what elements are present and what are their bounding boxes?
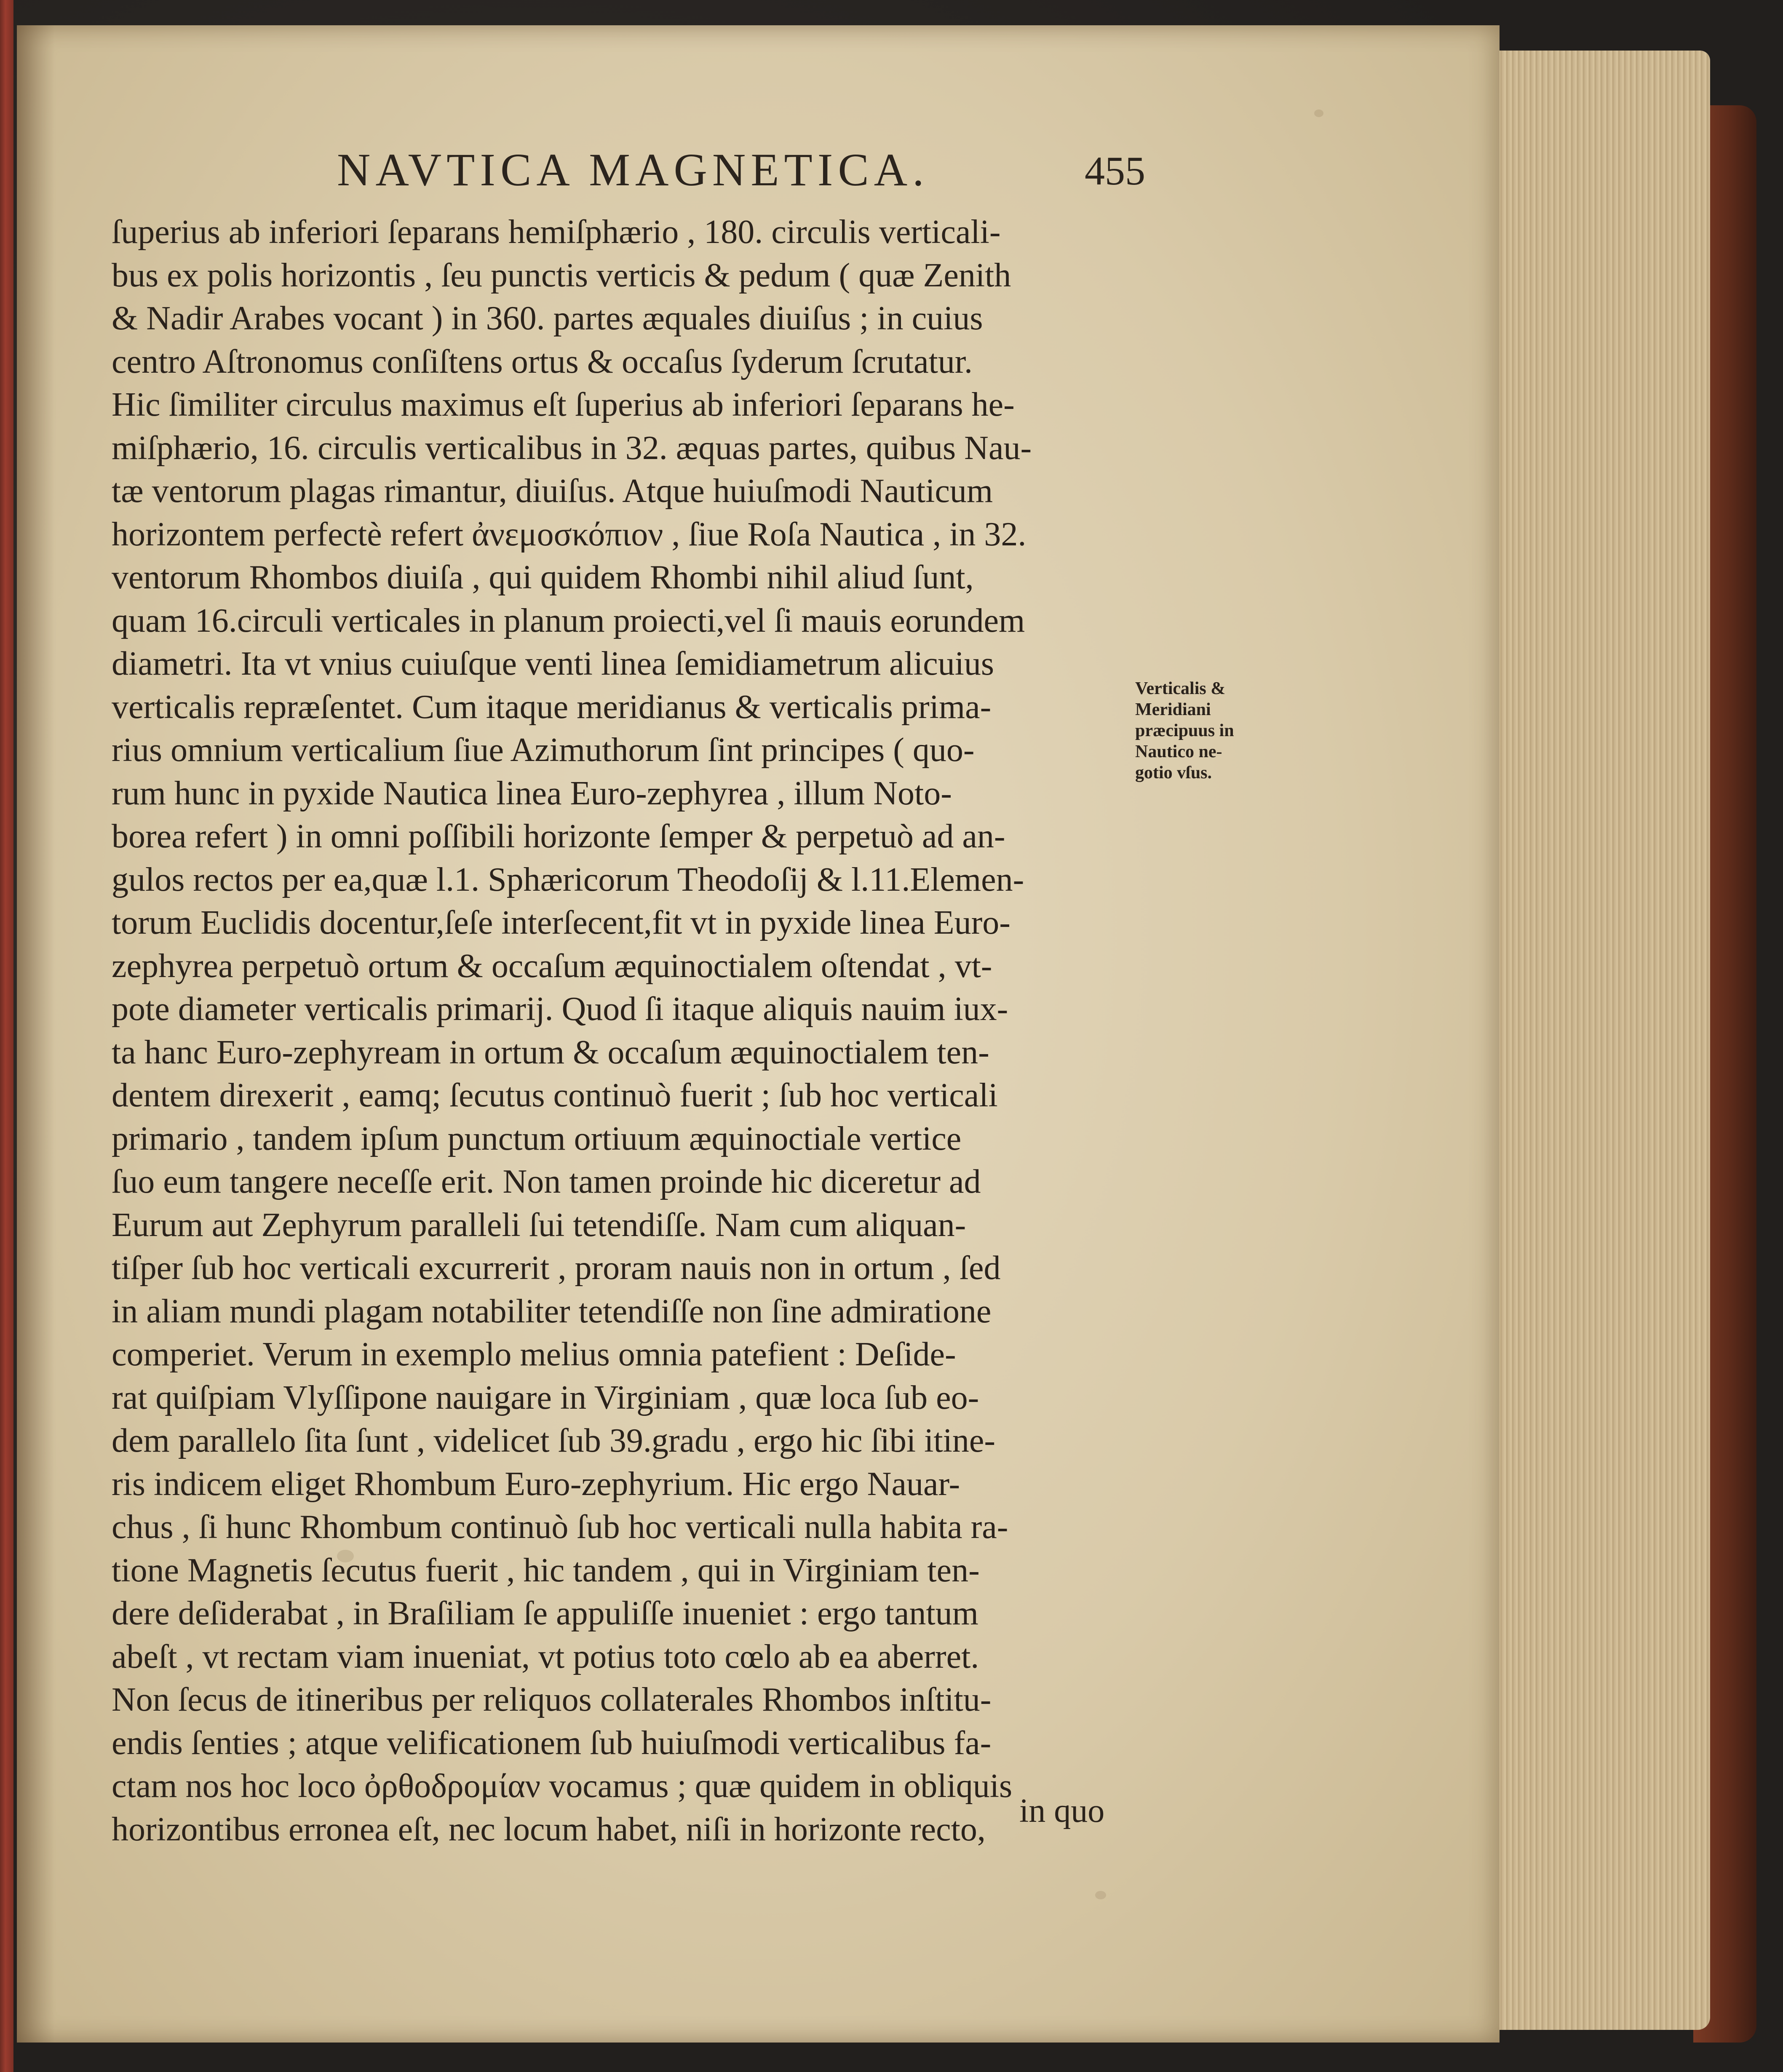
text-line: verticalis repræſentet. Cum itaque meridianus & verticalis prima- [112, 688, 992, 726]
text-line: dere deſiderabat , in Braſiliam ſe appuliſſe inueniet : ergo tantum [112, 1595, 978, 1632]
body-text [112, 211, 1165, 1851]
text-line: horizontibus erronea eſt, nec locum habet, niſi in horizonte recto, [112, 1810, 986, 1848]
text-line: dentem direxerit , eamq; ſecutus continuò fuerit ; ſub hoc verticali [112, 1077, 998, 1114]
text-line: diametri. Ita vt vnius cuiuſque venti linea ſemidiametrum alicuius [112, 645, 994, 682]
text-line: ſuo eum tangere neceſſe erit. Non tamen proinde hic diceretur ad [112, 1163, 981, 1200]
text-line: tione Magnetis ſecutus fuerit , hic tandem , qui in Virginiam ten- [112, 1551, 980, 1589]
text-line: zephyrea perpetuò ortum & occaſum æquinoctialem oſtendat , vt- [112, 947, 992, 985]
text-line: rat quiſpiam Vlyſſipone nauigare in Virginiam , quæ loca ſub eo- [112, 1379, 979, 1416]
text-line: chus , ſi hunc Rhombum continuò ſub hoc verticali nulla habita ra- [112, 1509, 1008, 1546]
book-page [17, 25, 1500, 2043]
margin-note-line: præcipuus in [1135, 721, 1234, 740]
margin-note-line: Nautico ne- [1135, 742, 1222, 761]
text-line: ta hanc Euro-zephyream in ortum & occaſum æquinoctialem ten- [112, 1033, 989, 1071]
margin-note-line: gotio vſus. [1135, 763, 1212, 782]
text-line: ſuperius ab inferiori ſeparans hemiſphærio , 180. circulis verticali- [112, 214, 1001, 251]
text-line: centro Aſtronomus conſiſtens ortus & occaſus ſyderum ſcrutatur. [112, 343, 973, 380]
text-line: tiſper ſub hoc verticali excurrerit , proram nauis non in ortum , ſed [112, 1250, 1001, 1287]
text-line: ctam nos hoc loco ὀρθοδρομίαν vocamus ; quæ quidem in obliquis [112, 1768, 1013, 1805]
text-line: torum Euclidis docentur,ſeſe interſecent,fit vt in pyxide linea Euro- [112, 904, 1010, 941]
text-line: borea refert ) in omni poſſibili horizonte ſemper & perpetuò ad an- [112, 818, 1005, 855]
margin-note-line: Meridiani [1135, 700, 1211, 719]
page-stack-edge [1491, 51, 1710, 2030]
text-line: Eurum aut Zephyrum paralleli ſui tetendiſſe. Nam cum aliquan- [112, 1206, 966, 1244]
text-line: & Nadir Arabes vocant ) in 360. partes æquales diuiſus ; in cuius [112, 300, 983, 337]
text-line: primario , tandem ipſum punctum ortiuum æquinoctiale vertice [112, 1120, 962, 1157]
text-line: pote diameter verticalis primarij. Quod ſi itaque aliquis nauim iux- [112, 991, 1008, 1028]
paper-spot [1095, 1891, 1106, 1899]
text-line: Hic ſimiliter circulus maximus eſt ſuperius ab inferiori ſeparans he- [112, 386, 1015, 423]
text-line: bus ex polis horizontis , ſeu punctis verticis & pedum ( quæ Zenith [112, 256, 1011, 294]
margin-note-line: Verticalis & [1135, 679, 1226, 698]
text-line: ris indicem eliget Rhombum Euro-zephyrium. Hic ergo Nauar- [112, 1465, 960, 1503]
text-line: miſphærio, 16. circulis verticalibus in 32. æquas partes, quibus Nau- [112, 429, 1032, 467]
text-line: abeſt , vt rectam viam inueniat, vt potius toto cœlo ab ea aberret. [112, 1638, 979, 1675]
text-line: dem parallelo ſita ſunt , videlicet ſub 39.gradu , ergo hic ſibi itine- [112, 1422, 995, 1459]
text-line: Non ſecus de itineribus per reliquos collaterales Rhombos inſtitu- [112, 1681, 992, 1718]
text-line: comperiet. Verum in exemplo melius omnia patefient : Deſide- [112, 1336, 956, 1373]
page-number: 455 [1085, 148, 1145, 193]
text-line: quam 16.circuli verticales in planum proiecti,vel ſi mauis eorundem [112, 602, 1025, 639]
text-line: tæ ventorum plagas rimantur, diuiſus. Atque huiuſmodi Nauticum [112, 473, 993, 510]
text-line: rius omnium verticalium ſiue Azimuthorum ſint principes ( quo- [112, 732, 975, 769]
text-line: rum hunc in pyxide Nautica linea Euro-zephyrea , illum Noto- [112, 774, 952, 812]
margin-note [1135, 678, 1278, 783]
paper-spot [1314, 109, 1323, 117]
gutter-shadow [17, 25, 55, 2043]
text-line: endis ſenties ; atque velificationem ſub huiuſmodi verticalibus fa- [112, 1724, 992, 1762]
running-head: NAVTICA MAGNETICA. [337, 144, 929, 195]
left-cover-edge [0, 0, 13, 2072]
text-line: ventorum Rhombos diuiſa , qui quidem Rhombi nihil aliud ſunt, [112, 559, 974, 596]
text-line: gulos rectos per ea,quæ l.1. Sphæricorum Theodoſij & l.11.Elemen- [112, 861, 1024, 898]
text-line: horizontem perfectè refert ἀνεμοσκόπιον , ſiue Roſa Nautica , in 32. [112, 515, 1026, 553]
text-line: in aliam mundi plagam notabiliter tetendiſſe non ſine admiratione [112, 1292, 992, 1330]
catchword: in quo [1019, 1792, 1105, 1829]
